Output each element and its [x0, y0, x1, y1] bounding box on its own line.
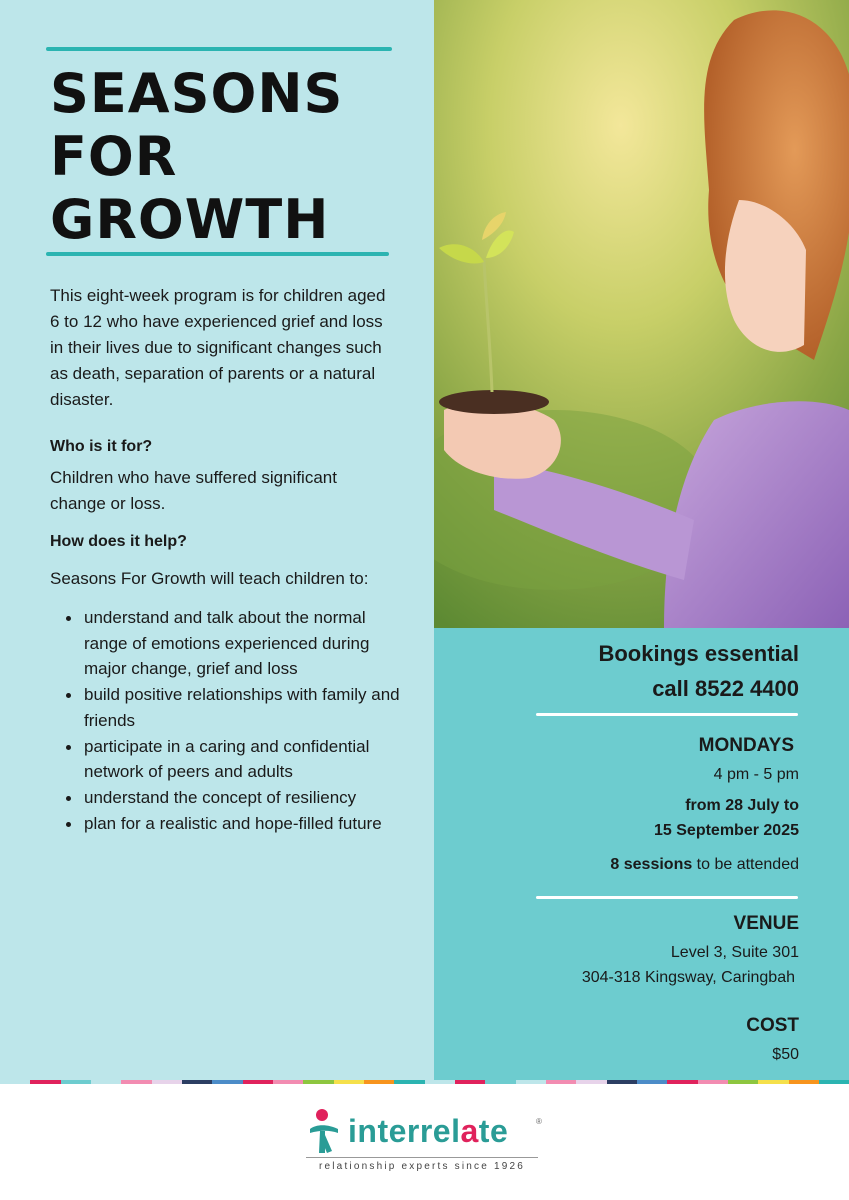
stripe-segment — [758, 1080, 788, 1084]
who-text: Children who have suffered significant change or loss. — [50, 468, 337, 513]
stripe-segment — [607, 1080, 637, 1084]
logo-divider — [306, 1157, 538, 1158]
schedule-day: MONDAYS — [698, 735, 794, 756]
logo-word-accent: a — [460, 1113, 479, 1149]
how-heading: How does it help? — [50, 533, 187, 550]
stripe-segment — [576, 1080, 606, 1084]
title-line: SEASONS — [50, 62, 344, 125]
stripe-segment — [152, 1080, 182, 1084]
stripe-segment — [789, 1080, 819, 1084]
stripe-segment — [667, 1080, 697, 1084]
venue-heading: VENUE — [733, 913, 799, 934]
logo-tagline: relationship experts since 1926 — [318, 1161, 526, 1172]
stripe-segment — [698, 1080, 728, 1084]
color-stripe — [0, 1080, 849, 1084]
stripe-segment — [121, 1080, 151, 1084]
list-item: understand and talk about the normal range of emotions experienced during major change, grief and loss — [64, 605, 404, 682]
stripe-segment — [182, 1080, 212, 1084]
cost-value: $50 — [772, 1046, 799, 1063]
interrelate-logo — [306, 1105, 546, 1177]
cost-heading: COST — [746, 1015, 799, 1036]
logo-word-main: interrel — [348, 1113, 461, 1149]
stripe-segment — [61, 1080, 91, 1084]
logo-word-end: te — [478, 1113, 509, 1149]
stripe-segment — [303, 1080, 333, 1084]
stripe-segment — [364, 1080, 394, 1084]
stripe-segment — [394, 1080, 424, 1084]
stripe-segment — [728, 1080, 758, 1084]
logo-figure-icon — [308, 1107, 342, 1155]
schedule-time: 4 pm - 5 pm — [713, 766, 799, 783]
stripe-segment — [546, 1080, 576, 1084]
title-line: FOR — [50, 125, 178, 188]
stripe-segment — [30, 1080, 60, 1084]
venue-address: 304-318 Kingsway, Caringbah — [581, 969, 795, 986]
divider — [536, 896, 798, 899]
benefits-list — [64, 605, 404, 836]
how-text: Seasons For Growth will teach children to: — [50, 569, 369, 588]
divider — [536, 713, 798, 716]
registered-mark: ® — [536, 1117, 542, 1126]
page-title — [50, 62, 410, 251]
bookings-heading: Bookings essential — [598, 641, 799, 666]
stripe-segment — [0, 1080, 30, 1084]
stripe-segment — [91, 1080, 121, 1084]
list-item: understand the concept of resiliency — [64, 785, 404, 811]
stripe-segment — [637, 1080, 667, 1084]
stripe-segment — [425, 1080, 455, 1084]
who-heading: Who is it for? — [50, 438, 153, 455]
stripe-segment — [516, 1080, 546, 1084]
stripe-segment — [819, 1080, 849, 1084]
title-bottom-rule — [46, 252, 389, 256]
logo-wordmark — [348, 1113, 508, 1150]
stripe-segment — [485, 1080, 515, 1084]
sessions-bold: 8 sessions — [610, 856, 693, 873]
schedule-dates: 15 September 2025 — [654, 822, 799, 839]
sessions-rest: to be attended — [692, 856, 799, 873]
booking-phone: call 8522 4400 — [652, 676, 799, 701]
stripe-segment — [455, 1080, 485, 1084]
schedule-dates: from 28 July to — [685, 797, 799, 814]
list-item: plan for a realistic and hope-filled future — [64, 811, 404, 837]
child-seedling-photo — [434, 0, 849, 628]
stripe-segment — [273, 1080, 303, 1084]
list-item: participate in a caring and confidential network of peers and adults — [64, 734, 404, 785]
stripe-segment — [243, 1080, 273, 1084]
sessions-count — [610, 856, 799, 874]
title-top-rule — [46, 47, 392, 51]
title-line: GROWTH — [50, 188, 330, 251]
stripe-segment — [212, 1080, 242, 1084]
stripe-segment — [334, 1080, 364, 1084]
list-item: build positive relationships with family and friends — [64, 682, 404, 733]
intro-paragraph: This eight-week program is for children aged 6 to 12 who have experienced grief and loss in their lives due to significant changes such as death, separation of parents or a natural disaster. — [50, 286, 386, 409]
venue-address: Level 3, Suite 301 — [670, 944, 799, 961]
